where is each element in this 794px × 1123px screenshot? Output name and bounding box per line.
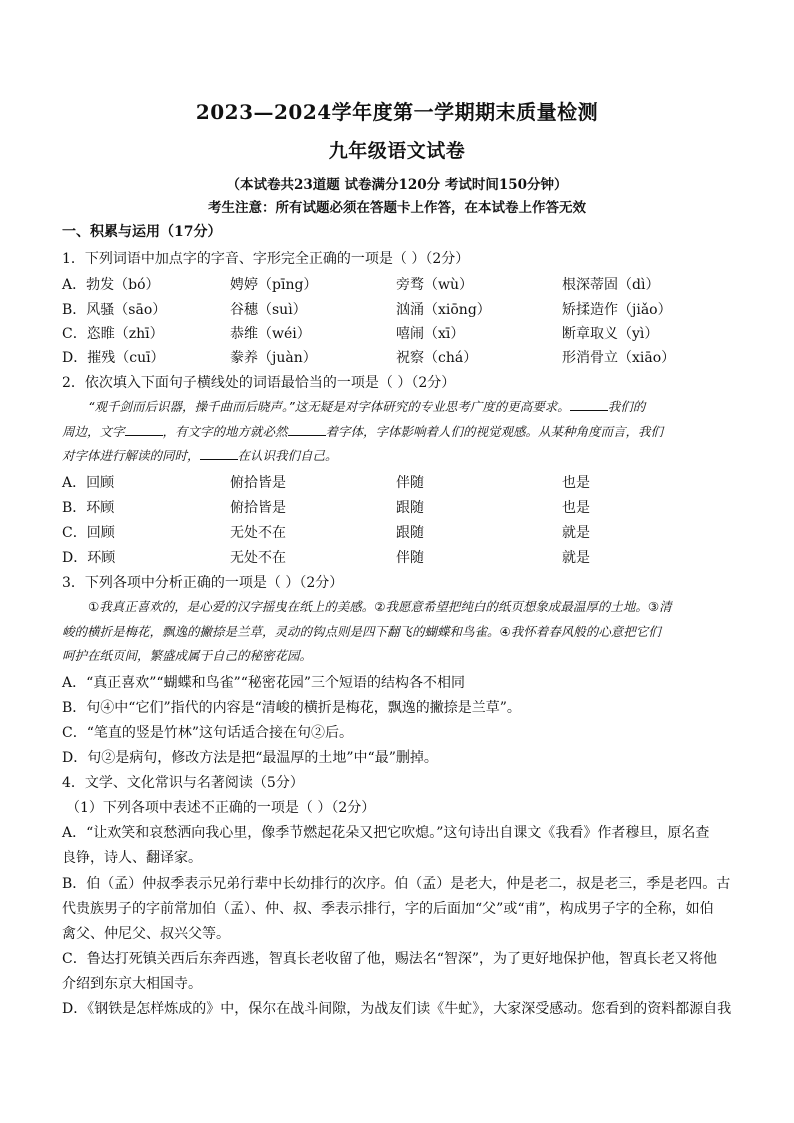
q1-option-row [62,347,742,367]
question-4-sub-stem: （1）下列各项中表述不正确的一项是（ ）（2分） [66,800,376,816]
q4-option-line: A．“让欢笑和哀愁洒向我心里，像季节燃起花朵又把它吹熄。”这句诗出自课文《我看》作者穆旦，原名查 [62,825,710,841]
q2-option-cell: 俯拾皆是 [230,475,286,491]
q1-option-cell: 汹涌（xiōng） [396,302,491,318]
q4-option-line: 介绍到东京大相国寺。 [62,976,202,992]
q2-option-cell: 跟随 [396,500,424,516]
section-heading: 一、积累与运用（17分） [62,224,222,240]
exam-notice: 考生注意：所有试题必须在答题卡上作答，在本试卷上作答无效 [208,200,586,216]
q1-option-cell: 根深蒂固（dì） [562,277,660,293]
q1-option-cell: 恭维（wéi） [230,326,311,342]
answer-blank [125,422,163,436]
exam-title: 2023—2024学年度第一学期期末质量检测 [195,100,599,124]
q1-option-cell: D．摧残（cuī） [62,350,165,366]
passage-text: 在认识我们自己。 [237,448,338,463]
q1-option-cell: 谷穗（suì） [230,302,307,318]
q2-option-cell: 伴随 [396,475,424,491]
answer-blank [200,446,238,460]
exam-subtitle: 九年级语文试卷 [328,140,466,162]
q1-option-row [62,299,742,319]
q4-option-line: B．伯（孟）仲叔季表示兄弟行辈中长幼排行的次序。伯（孟）是老大，仲是老二，叔是老三，季是老四。古 [62,876,731,892]
q1-option-cell: 断章取义（yì） [562,326,659,342]
q2-option-row [62,497,742,517]
q2-option-cell: 跟随 [396,525,424,541]
q3-option: B．句④中“它们”指代的内容是“清峻的横折是梅花，飘逸的撇捺是兰草”。 [62,700,521,716]
question-3-stem: 3．下列各项中分析正确的一项是（ ）（2分） [62,575,344,591]
passage-text: 周边，文字 [62,423,125,439]
q2-option-cell: A．回顾 [62,475,115,491]
q2-option-cell: 也是 [562,475,590,491]
passage-text: ，有文字的地方就必然 [162,423,288,439]
q2-option-cell: 俯拾皆是 [230,500,286,516]
q3-option: C．“笔直的竖是竹林”这句话适合接在句②后。 [62,725,354,741]
q4-option-line: D．《钢铁是怎样炼成的》中，保尔在战斗间隙，为战友们读《牛虻》，大家深受感动。您看到的资料都源自我 [62,1001,732,1017]
answer-blank [288,422,326,436]
passage-text: 着字体，字体影响着人们的视觉观感。从某种角度而言，我们 [325,423,664,439]
question-2-passage [62,395,734,469]
q2-option-cell: 就是 [562,550,590,566]
question-3-passage [62,595,734,669]
question-4-stem: 4．文学、文化常识与名著阅读（5分） [62,775,304,791]
q1-option-row [62,274,742,294]
q2-option-cell: B．环顾 [62,500,115,516]
q2-option-cell: 伴随 [396,550,424,566]
q1-option-row [62,323,742,343]
q1-option-cell: 娉婷（pīng） [230,277,318,293]
q2-option-cell: 就是 [562,525,590,541]
q1-option-cell: 旁骛（wù） [396,277,473,293]
q2-option-cell: 无处不在 [230,525,286,541]
q1-option-cell: 形消骨立（xiāo） [562,350,676,366]
passage-text: 峻的横折是梅花，飘逸的撇捺是兰草，灵动的钩点则是四下翻飞的蝴蝶和鸟雀。④我怀着春风般的心意把它们 [62,623,661,639]
q4-option-line: 代贵族男子的字前常加伯（孟）、仲、叔、季表示排行，字的后面加“父”或“甫”，构成男子字的全称，如伯 [62,901,714,917]
answer-blank [570,397,608,411]
question-2-stem: 2．依次填入下面句子横线处的词语最恰当的一项是（ ）（2分） [62,375,456,391]
passage-text: “观千剑而后识器，操千曲而后晓声。”这无疑是对字体研究的专业思考广度的更高要求。 [88,399,570,414]
q4-option-line: 良铮，诗人、翻译家。 [62,850,202,866]
q4-option-line: C．鲁达打死镇关西后东奔西逃，智真长老收留了他，赐法名“智深”，为了更好地保护他，智真长老又将他 [62,951,718,967]
q2-option-cell: C．回顾 [62,525,115,541]
q3-option: D．句②是病句，修改方法是把“最温厚的土地”中“最”删掉。 [62,750,438,766]
q2-option-row [62,547,742,567]
q1-option-cell: 嘻闹（xī） [396,326,465,342]
q1-option-cell: 矫揉造作（jiǎo） [562,302,672,318]
passage-text: 呵护在纸页间，繁盛成属于自己的秘密花园。 [62,648,313,663]
q1-option-cell: C．恣睢（zhī） [62,326,164,342]
q2-option-cell: 无处不在 [230,550,286,566]
passage-text: 对字体进行解读的同时， [62,448,200,463]
exam-info: （本试卷共23道题 试卷满分120分 考试时间150分钟） [226,177,568,193]
q2-option-row [62,522,742,542]
q1-option-cell: 祝察（chá） [396,350,478,366]
q1-option-cell: B．风骚（sāo） [62,302,167,318]
q1-option-cell: A．勃发（bó） [62,277,160,293]
question-1-stem: 1．下列词语中加点字的字音、字形完全正确的一项是（ ）（2分） [62,251,470,267]
passage-text: 我们的 [607,399,646,414]
q4-option-line: 禽父、仲尼父、叔兴父等。 [62,926,230,942]
q2-option-row [62,472,742,492]
passage-text: ①我真正喜欢的，是心爱的汉字摇曳在纸上的美感。②我愿意希望把纯白的纸页想象成最温厚的土地。③清 [88,599,672,614]
q2-option-cell: D．环顾 [62,550,116,566]
q2-option-cell: 也是 [562,500,590,516]
q1-option-cell: 豢养（juàn） [230,350,317,366]
q3-option: A．“真正喜欢”“蝴蝶和鸟雀”“秘密花园”三个短语的结构各不相同 [62,675,466,691]
